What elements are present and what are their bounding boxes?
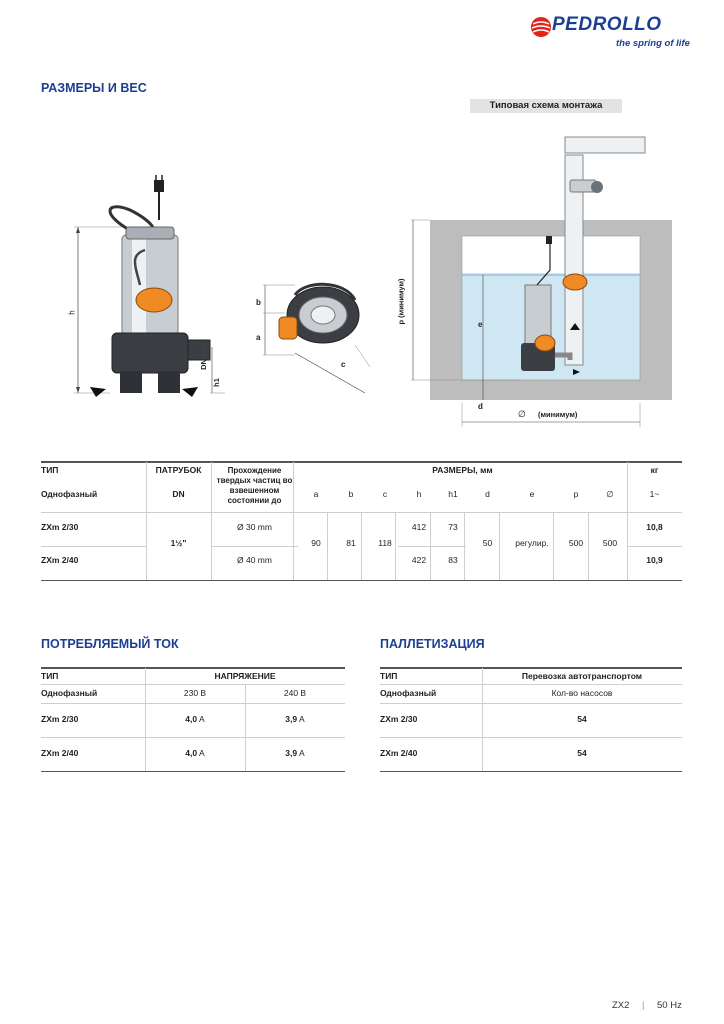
dim-label-diameter: ∅: [518, 409, 526, 419]
dims-a-value: 90: [311, 538, 321, 548]
dim-label-e: e: [478, 320, 483, 329]
brand-slogan: the spring of life: [616, 38, 690, 49]
dims-table-vrule: [327, 512, 328, 580]
dims-table-vrule: [464, 512, 465, 580]
pallet-hdr-transport: Перевозка автотранспортом: [521, 671, 643, 681]
dims-h-1: 412: [411, 521, 427, 532]
dims-col-h: h: [416, 489, 422, 499]
dims-table-vrule: [395, 512, 396, 580]
dims-col-a: a: [313, 489, 319, 499]
current-hdr-v2: 240 В: [283, 688, 307, 698]
dims-table-vrule: [361, 512, 362, 580]
dims-table-rule: [627, 546, 682, 547]
dims-table-rule: [398, 546, 466, 547]
current-a2-2: 3,9: [285, 748, 298, 758]
dims-solids-2: Ø 40 mm: [237, 554, 272, 565]
section-title-dimensions: РАЗМЕРЫ И ВЕС: [41, 81, 147, 95]
current-unit: A: [299, 748, 305, 758]
brand-logo: [530, 14, 690, 54]
dims-col-e: e: [529, 489, 535, 499]
current-a2-1: 3,9: [285, 714, 298, 724]
dim-label-h: h: [67, 310, 77, 315]
current-unit: A: [199, 748, 205, 758]
logo-sphere-icon: [530, 16, 552, 38]
dims-h1-2: 83: [448, 554, 458, 565]
dims-hdr-dimensions: РАЗМЕРЫ, мм: [432, 465, 493, 475]
pallet-table-rule: [380, 703, 682, 704]
dims-diameter-value: 500: [602, 538, 618, 548]
current-hdr-phase: Однофазный: [41, 688, 98, 698]
dims-table-vrule: [430, 512, 431, 580]
current-table-rule: [41, 737, 345, 738]
current-unit: A: [299, 714, 305, 724]
dims-hdr-dn: DN: [172, 489, 185, 499]
pallet-qty-2: 54: [577, 748, 587, 758]
dims-col-b: b: [348, 489, 354, 499]
dims-kg-2: 10,9: [646, 554, 663, 565]
dims-h1-1: 73: [448, 521, 458, 532]
dims-p-value: 500: [568, 538, 584, 548]
current-table-vrule: [245, 684, 246, 771]
current-model-1: ZXm 2/30: [41, 714, 79, 724]
dims-col-d: d: [485, 489, 490, 499]
brand-name: PEDROLLO: [552, 14, 662, 35]
dims-table-vrule: [588, 512, 589, 580]
dims-table-vrule: [499, 512, 500, 580]
pump-top-drawing: [255, 275, 375, 400]
pallet-qty-1: 54: [577, 714, 587, 724]
dim-label-d: d: [478, 402, 483, 411]
dims-model-1: ZXm 2/30: [41, 521, 79, 532]
current-table-bottom-rule: [41, 771, 345, 772]
dims-hdr-solids: Прохождение твердых частиц во взвешенном состоянии до: [216, 466, 293, 505]
dims-table-vrule: [146, 462, 147, 580]
dims-model-2: ZXm 2/40: [41, 554, 79, 565]
dims-table-vrule: [553, 512, 554, 580]
current-model-2: ZXm 2/40: [41, 748, 79, 758]
dims-dn-value: 1½": [170, 538, 187, 548]
dim-label-p: p (минимум): [396, 278, 406, 325]
dim-label-dn: DN: [198, 359, 208, 370]
current-hdr-type: ТИП: [41, 671, 59, 681]
pallet-table-rule: [380, 737, 682, 738]
current-table-vrule: [145, 668, 146, 771]
footer-frequency: 50 Hz: [657, 1000, 682, 1011]
footer-model: ZX2: [612, 1000, 630, 1011]
table-row: [41, 702, 345, 736]
dim-label-a: a: [256, 333, 261, 342]
dim-label-b: b: [256, 298, 261, 307]
dims-table-vrule: [627, 462, 628, 580]
pallet-table-vrule: [482, 668, 483, 771]
dims-hdr-phase: Однофазный: [41, 489, 98, 499]
current-hdr-voltage: НАПРЯЖЕНИЕ: [214, 671, 276, 681]
dims-col-c: c: [382, 489, 388, 499]
pallet-table-bottom-rule: [380, 771, 682, 772]
pallet-hdr-count: Кол-во насосов: [551, 688, 613, 698]
dims-kg-1: 10,8: [646, 521, 663, 532]
dims-table-vrule: [211, 462, 212, 580]
dims-table-rule: [41, 546, 147, 547]
section-title-current: ПОТРЕБЛЯЕМЫЙ ТОК: [41, 637, 179, 651]
dim-label-diameter-note: (минимум): [538, 410, 578, 419]
dims-table-bottom-rule: [41, 580, 682, 581]
footer-separator: |: [642, 1000, 645, 1011]
dims-b-value: 81: [346, 538, 356, 548]
dims-hdr-type: ТИП: [41, 465, 59, 475]
dims-col-p: p: [573, 489, 579, 499]
dims-hdr-outlet: ПАТРУБОК: [155, 465, 202, 475]
dims-d-value: 50: [482, 538, 493, 548]
installation-diagram-caption: Типовая схема монтажа: [470, 99, 622, 113]
table-row: [380, 702, 682, 736]
pallet-table-rule: [380, 684, 682, 685]
pallet-hdr-type: ТИП: [380, 671, 398, 681]
current-unit: A: [199, 714, 205, 724]
current-table-rule: [41, 684, 345, 685]
installation-diagram: [405, 125, 690, 430]
dims-h-2: 422: [411, 554, 427, 565]
dim-label-c: c: [341, 360, 346, 369]
dims-table-rule: [211, 546, 298, 547]
section-title-pallet: ПАЛЛЕТИЗАЦИЯ: [380, 637, 485, 651]
pallet-model-2: ZXm 2/40: [380, 748, 418, 758]
dims-c-value: 118: [378, 538, 392, 548]
dims-solids-1: Ø 30 mm: [237, 521, 272, 532]
current-hdr-v1: 230 В: [183, 688, 207, 698]
pallet-hdr-phase: Однофазный: [380, 688, 437, 698]
dims-table-vrule: [293, 462, 294, 580]
dims-col-h1: h1: [448, 489, 458, 499]
dims-e-value: регулир.: [515, 538, 549, 548]
dims-col-diameter: ∅: [606, 488, 614, 499]
current-a1-2: 4,0: [185, 748, 198, 758]
table-row: [380, 736, 682, 770]
pallet-model-1: ZXm 2/30: [380, 714, 418, 724]
current-table-rule: [41, 703, 345, 704]
table-row: [41, 736, 345, 770]
current-a1-1: 4,0: [185, 714, 198, 724]
pump-front-drawing: [60, 175, 230, 405]
dim-label-h1: h1: [211, 378, 221, 387]
dims-hdr-kg-sub: 1~: [649, 489, 660, 499]
dims-hdr-kg: кг: [650, 465, 659, 475]
